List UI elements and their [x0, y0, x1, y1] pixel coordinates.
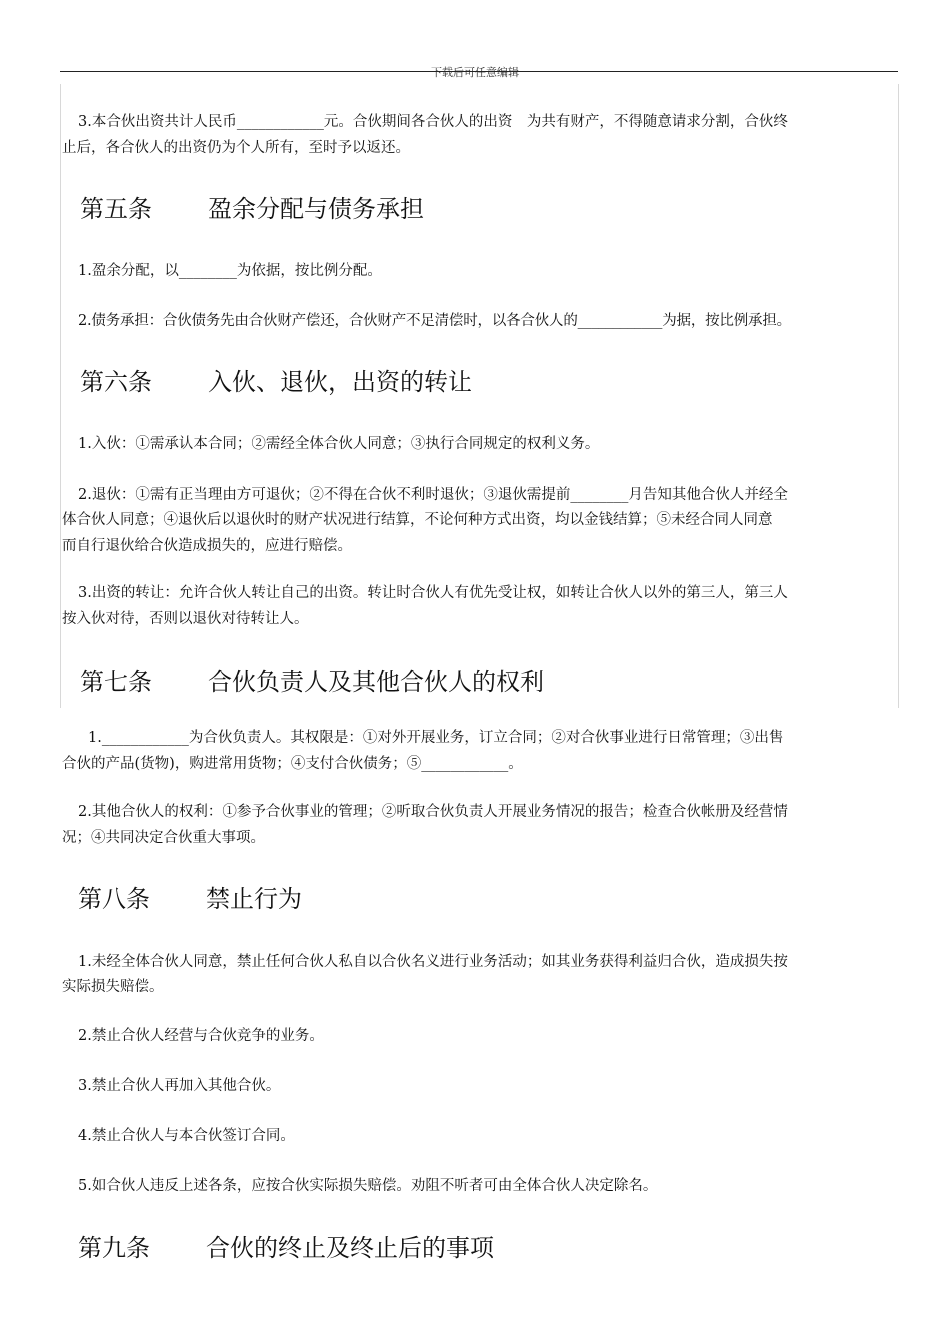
header-rule [60, 71, 898, 72]
article-9-number: 第九条 [78, 1234, 150, 1262]
article-8-heading [78, 883, 302, 915]
article-6-heading [80, 366, 472, 398]
article-5-title: 盈余分配与债务承担 [208, 195, 424, 223]
sec6-para3-line1: 3.出资的转让：允许合伙人转让自己的出资。转让时合伙人有优先受让权，如转让合伙人以外的第三人，第三人 [78, 585, 788, 601]
article-9-heading [78, 1232, 494, 1264]
sec5-para2: 2.债务承担：合伙债务先由合伙财产偿还，合伙财产不足清偿时，以各合伙人的____________为据，按比例承担。 [78, 313, 791, 329]
sec6-para2-line3: 而自行退伙给合伙造成损失的，应进行赔偿。 [62, 538, 352, 554]
sec8-para1-line1: 1.未经全体合伙人同意，禁止任何合伙人私自以合伙名义进行业务活动；如其业务获得利益归合伙，造成损失按 [78, 954, 788, 970]
sec4-para3-line2: 止后，各合伙人的出资仍为个人所有，至时予以返还。 [62, 140, 410, 156]
sec6-para2-line1: 2.退伙：①需有正当理由方可退伙；②不得在合伙不利时退伙；③退伙需提前________月告知其他合伙人并经全 [78, 487, 788, 503]
sec8-para1-line2: 实际损失赔偿。 [62, 979, 164, 995]
sec8-para5: 5.如合伙人违反上述各条，应按合伙实际损失赔偿。劝阻不听者可由全体合伙人决定除名。 [78, 1178, 658, 1194]
sec5-para1: 1.盈余分配，以________为依据，按比例分配。 [78, 263, 382, 279]
sec8-para4: 4.禁止合伙人与本合伙签订合同。 [78, 1128, 295, 1144]
sec7-para2-line1: 2.其他合伙人的权利：①参予合伙事业的管理；②听取合伙负责人开展业务情况的报告；检查合伙帐册及经营情 [78, 804, 788, 820]
sec8-para3: 3.禁止合伙人再加入其他合伙。 [78, 1078, 281, 1094]
article-6-number: 第六条 [80, 368, 152, 396]
sec4-para3-line1: 3.本合伙出资共计人民币____________元。合伙期间各合伙人的出资 为共有财产，不得随意请求分割，合伙终 [78, 114, 788, 130]
sec8-para2: 2.禁止合伙人经营与合伙竞争的业务。 [78, 1028, 324, 1044]
article-5-number: 第五条 [80, 195, 152, 223]
article-7-number: 第七条 [80, 668, 152, 696]
article-7-title: 合伙负责人及其他合伙人的权利 [208, 668, 544, 696]
sec7-para2-line2: 况；④共同决定合伙重大事项。 [62, 830, 265, 846]
sec6-para2-line2: 体合伙人同意；④退伙后以退伙时的财产状况进行结算，不论何种方式出资，均以金钱结算；⑤未经合同人同意 [62, 512, 773, 528]
sec7-para1-line1: 1.____________为合伙负责人。其权限是：①对外开展业务，订立合同；②对合伙事业进行日常管理；③出售 [88, 730, 784, 746]
sec6-para1: 1.入伙：①需承认本合同；②需经全体合伙人同意；③执行合同规定的权利义务。 [78, 436, 600, 452]
frame-border-right [898, 84, 899, 708]
sec7-para1-line2: 合伙的产品(货物)，购进常用货物；④支付合伙债务；⑤____________。 [62, 756, 523, 772]
article-5-heading [80, 193, 424, 225]
article-7-heading [80, 666, 544, 698]
page-header-text: 下载后可任意编辑 [431, 66, 519, 79]
sec6-para3-line2: 按入伙对待，否则以退伙对待转让人。 [62, 611, 309, 627]
article-8-number: 第八条 [78, 885, 150, 913]
article-9-title: 合伙的终止及终止后的事项 [206, 1234, 494, 1262]
frame-border-left [60, 84, 61, 708]
article-8-title: 禁止行为 [206, 885, 302, 913]
article-6-title: 入伙、退伙，出资的转让 [208, 368, 472, 396]
